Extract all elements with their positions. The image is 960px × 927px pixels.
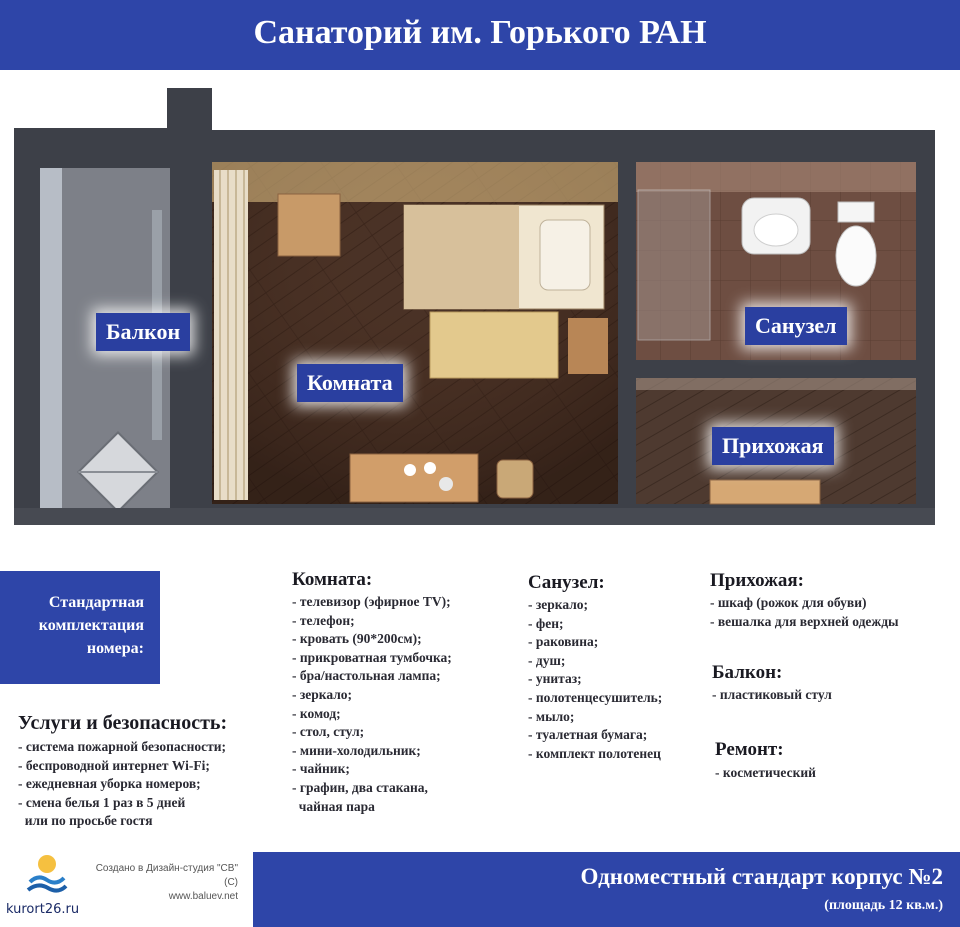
list-item: - прикроватная тумбочка; xyxy=(292,649,452,665)
balcony-list-title: Балкон: xyxy=(712,662,783,683)
list-item: - вешалка для верхней одежды xyxy=(710,613,899,629)
list-item: - мини-холодильник; xyxy=(292,742,421,758)
hallway-list xyxy=(710,594,899,631)
list-item: - туалетная бумага; xyxy=(528,727,648,743)
list-item: - душ; xyxy=(528,652,566,668)
standard-line: номера: xyxy=(86,640,144,657)
page-title: Санаторий им. Горького РАН xyxy=(253,14,707,51)
list-item: - полотенцесушитель; xyxy=(528,689,663,705)
list-item: - комплект полотенец xyxy=(528,745,661,761)
list-item: - бра/настольная лампа; xyxy=(292,668,441,684)
nightstand xyxy=(568,318,608,374)
room-wall-lit xyxy=(212,162,620,202)
kurort-logo-icon xyxy=(22,848,72,898)
list-item: - графин, два стакана, xyxy=(292,779,428,795)
services-title: Услуги и безопасность: xyxy=(18,712,228,734)
room-list xyxy=(292,593,452,816)
window-curtain xyxy=(214,170,248,500)
room-list-title: Комната: xyxy=(292,569,373,590)
list-item: - стол, стул; xyxy=(292,724,365,740)
list-item: - зеркало; xyxy=(528,597,589,612)
footer-bar xyxy=(253,852,960,927)
floor-plan xyxy=(0,70,960,540)
list-item: - шкаф (рожок для обуви) xyxy=(710,595,867,610)
room-type-title: Одноместный стандарт корпус №2 xyxy=(580,864,943,889)
dresser xyxy=(278,194,340,256)
bathroom-list xyxy=(528,596,662,763)
chair xyxy=(497,460,533,498)
list-item: чайная пара xyxy=(292,798,375,814)
list-item: - чайник; xyxy=(292,761,350,777)
credit-line: Создано в Дизайн-студия "СВ" (С) xyxy=(95,863,238,888)
list-item: - телефон; xyxy=(292,612,355,628)
list-item: - телевизор (эфирное TV); xyxy=(292,594,451,609)
standard-equipment-box xyxy=(0,571,160,684)
bathroom-list-title: Санузел: xyxy=(528,572,605,593)
sink xyxy=(742,198,810,254)
toilet xyxy=(836,202,876,286)
list-item: - фен; xyxy=(528,615,564,631)
design-credit xyxy=(88,862,238,904)
hallway-wall xyxy=(636,378,916,390)
list-item: - комод; xyxy=(292,705,341,721)
list-item: - раковина; xyxy=(528,634,599,650)
standard-line: Стандартная xyxy=(48,594,144,611)
list-item: - унитаз; xyxy=(528,671,582,687)
list-item: - зеркало; xyxy=(292,686,353,702)
list-item: - смена белья 1 раз в 5 дней xyxy=(18,794,186,810)
standard-line: комплектация xyxy=(38,617,144,634)
balcony-list xyxy=(712,686,832,705)
credit-url: www.baluev.net xyxy=(168,891,238,902)
label-balcony: Балкон xyxy=(96,313,190,351)
room-area: (площадь 12 кв.м.) xyxy=(824,898,943,913)
list-item: - косметический xyxy=(715,765,816,780)
list-item: - система пожарной безопасности; xyxy=(18,739,227,754)
list-item: - ежедневная уборка номеров; xyxy=(18,776,201,792)
wardrobe xyxy=(710,480,820,504)
list-item: или по просьбе гостя xyxy=(18,813,153,829)
hallway-list-title: Прихожая: xyxy=(710,570,804,591)
rug xyxy=(430,312,558,378)
repair-list xyxy=(715,764,816,783)
label-bathroom: Санузел xyxy=(745,307,847,345)
header-bar xyxy=(0,0,960,70)
site-url: kurort26.ru xyxy=(6,902,80,917)
shower-glass xyxy=(638,190,710,340)
list-item: - пластиковый стул xyxy=(712,687,832,702)
list-item: - беспроводной интернет Wi-Fi; xyxy=(18,757,210,773)
label-hallway: Прихожая xyxy=(712,427,834,465)
list-item: - кровать (90*200см); xyxy=(292,631,422,647)
list-item: - мыло; xyxy=(528,708,575,724)
repair-list-title: Ремонт: xyxy=(715,739,784,760)
desk xyxy=(350,454,478,502)
label-room: Комната xyxy=(297,364,403,402)
bathroom-wall-tiles xyxy=(636,162,916,192)
bed xyxy=(404,205,604,309)
balcony-railing xyxy=(40,168,62,510)
services-list xyxy=(18,738,226,831)
floor-plan-drawing xyxy=(0,70,960,540)
